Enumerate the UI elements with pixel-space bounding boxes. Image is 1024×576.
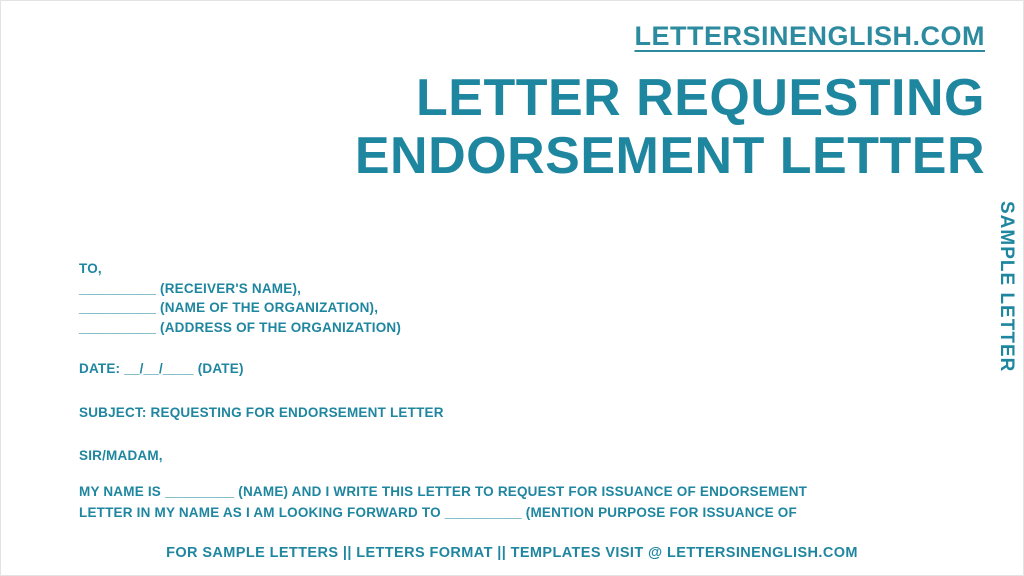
document-title-line-2: ENDORSEMENT LETTER: [354, 127, 985, 186]
sample-letter-label: SAMPLE LETTER: [996, 201, 1017, 373]
date-block: [79, 359, 969, 379]
body-line-1: MY NAME IS _________ (NAME) AND I WRITE THIS LETTER TO REQUEST FOR ISSUANCE OF ENDORSEMENT: [79, 483, 808, 499]
subject-line: SUBJECT: REQUESTING FOR ENDORSEMENT LETTER: [79, 404, 444, 420]
salutation-block: [79, 446, 969, 466]
letter-body: [79, 259, 969, 538]
recipient-block: [79, 259, 969, 337]
body-line-2: LETTER IN MY NAME AS I AM LOOKING FORWARD TO __________ (MENTION PURPOSE FOR ISSUANCE OF: [79, 504, 797, 520]
site-name-heading: LETTERSINENGLISH.COM: [634, 21, 985, 51]
document-title-line-1: LETTER REQUESTING: [416, 69, 985, 127]
to-label: TO,: [79, 261, 102, 276]
receiver-name-line: __________ (RECEIVER'S NAME),: [79, 280, 302, 296]
organization-address-line: __________ (ADDRESS OF THE ORGANIZATION): [79, 319, 402, 335]
date-line: DATE: __/__/____ (DATE): [79, 361, 244, 377]
document-title: [105, 69, 985, 185]
subject-block: [79, 403, 969, 423]
footer-text: FOR SAMPLE LETTERS || LETTERS FORMAT || TEMPLATES VISIT @ LETTERSINENGLISH.COM: [166, 545, 858, 561]
body-paragraph: [79, 482, 969, 524]
salutation-line: SIR/MADAM,: [79, 448, 163, 464]
organization-name-line: __________ (NAME OF THE ORGANIZATION),: [79, 300, 379, 316]
